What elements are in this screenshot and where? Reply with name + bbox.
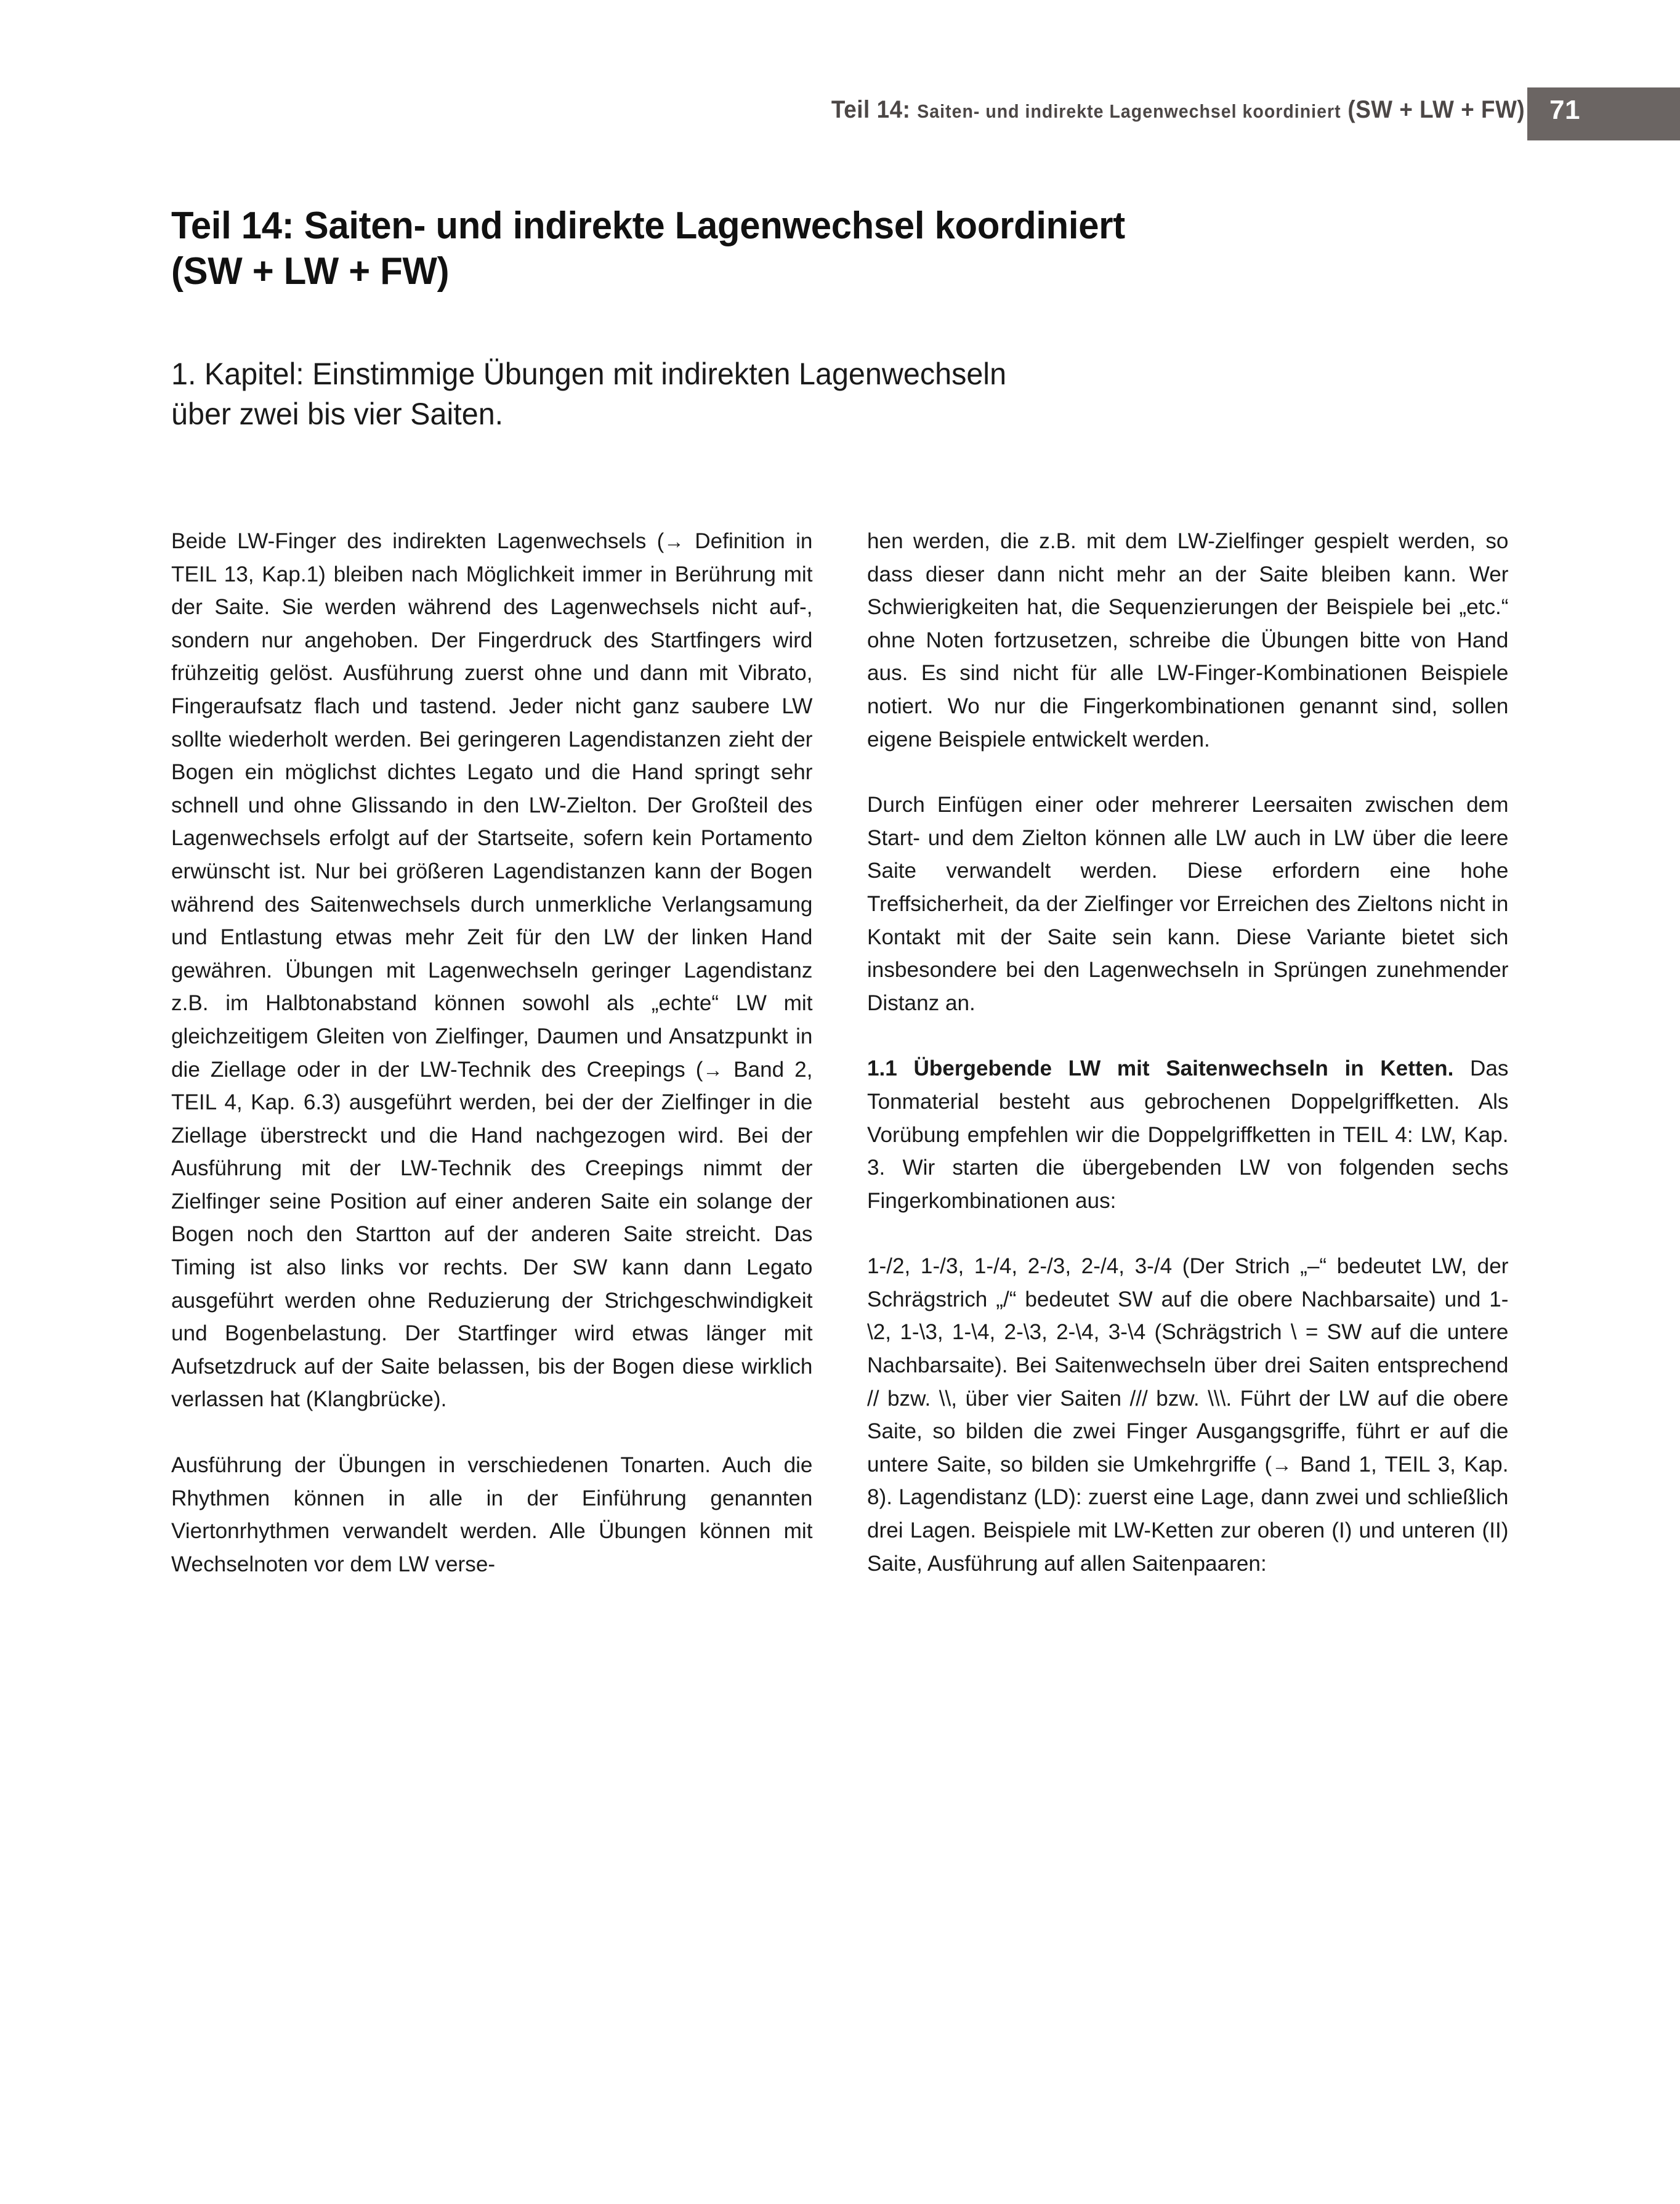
right-paragraph-4 xyxy=(867,1250,1508,1580)
page-subtitle xyxy=(171,354,1403,434)
right-paragraph-1: hen werden, die z.B. mit dem LW-Zielfinger gespielt werden, so dass dieser dann nicht mehr an der Saite bleiben kann. Wer Schwierigkeiten hat, die Sequenzierungen der Beispiele bei „etc.“ ohne Noten fortzusetzen, schreibe die Übungen bitte von Hand aus. Es sind nicht für alle LW-Finger-Kombinationen Beispiele notiert. Wo nur die Fingerkombinationen genannt sind, sollen eigene Beispiele entwickelt werden. xyxy=(867,529,1509,752)
left-p1-part1: Beide LW-Finger des indirekten Lagenwechsels ( xyxy=(171,529,664,553)
right-column xyxy=(867,525,1515,1581)
left-p1-part3: Band 2, TEIL 4, Kap. 6.3) ausgeführt werden, bei der der Zielfinger in die Ziellage überstreckt und die Hand nachgezogen wird. Bei der Ausführung mit der LW-Technik des Creepings nimmt der Zielfinger seine Position auf einer anderen Saite ein solange der Bogen noch den Startton auf der anderen Saite streicht. Das Timing ist also links vor rechts. Der SW kann dann Legato ausgeführt werden ohne Reduzierung der Strichgeschwindigkeit und Bogenbelastung. Der Startfinger wird etwas länger mit Aufsetzdruck auf der Saite belassen, bis der Bogen diese wirklich verlassen hat (Klangbrücke). xyxy=(171,1056,813,1412)
running-header-part3: (SW + LW + FW) xyxy=(1347,96,1525,123)
right-paragraph-3 xyxy=(867,1052,1508,1217)
running-header xyxy=(172,87,1680,144)
running-header-part1: Teil 14: xyxy=(831,96,911,123)
left-paragraph-1 xyxy=(171,525,812,1416)
title-line-1: Teil 14: Saiten- und indirekte Lagenwechsel koordiniert xyxy=(171,205,1125,247)
arrow-icon: → xyxy=(664,530,684,553)
section-heading-1-1: 1.1 Übergebende LW mit Saitenwechseln in Ketten. xyxy=(867,1056,1454,1081)
title-line-2: (SW + LW + FW) xyxy=(171,250,450,293)
left-paragraph-2: Ausführung der Übungen in verschiedenen Tonarten. Auch die Rhythmen können in alle in der Einführung genannten Viertonrhythmen verwandelt werden. Alle Übungen können mit Wechselnoten vor dem LW verse- xyxy=(171,1452,813,1576)
left-p1-part2: Definition in TEIL 13, Kap.1) bleiben nach Möglichkeit immer in Berührung mit der Saite. Sie werden während des Lagenwechsels nicht auf-, sondern nur angehoben. Der Fingerdruck des Startfingers wird frühzeitig gelöst. Ausführung zuerst ohne und dann mit Vibrato, Fingeraufsatz flach und tastend. Jeder nicht ganz saubere LW sollte wiederholt werden. Bei geringeren Lagendistanzen zieht der Bogen ein möglichst dichtes Legato und die Hand springt sehr schnell und ohne Glissando in den LW-Zielton. Der Großteil des Lagenwechsels erfolgt auf der Startseite, sofern kein Portamento erwünscht ist. Nur bei größeren Lagendistanzen kann der Bogen während des Saitenwechsels durch unmerkliche Verlangsamung und Entlastung etwas mehr Zeit für den LW der linken Hand gewähren. Übungen mit Lagenwechseln geringer Lagendistanz z.B. im Halbtonabstand können sowohl als „echte“ LW mit gleichzeitigem Gleiten von Zielfinger, Daumen und Ansatzpunkt in die Ziellage oder in der LW-Technik des Creepings ( xyxy=(171,529,813,1082)
right-paragraph-2: Durch Einfügen einer oder mehrerer Leersaiten zwischen dem Start- und dem Zielton können alle LW auch in LW über die leere Saite verwandelt werden. Diese erfordern eine hohe Treffsicherheit, da der Zielfinger vor Erreichen des Zieltons nicht in Kontakt mit der Saite sein kann. Diese Variante bietet sich insbesondere bei den Lagenwechseln in Sprüngen zunehmender Distanz an. xyxy=(867,792,1509,1015)
running-header-part2: Saiten- und indirekte Lagenwechsel koordiniert xyxy=(917,100,1341,122)
left-column xyxy=(171,525,819,1581)
body-columns xyxy=(171,525,1515,1581)
page-title xyxy=(171,203,1403,295)
page-number: 71 xyxy=(1549,95,1580,125)
arrow-icon: → xyxy=(1272,1452,1292,1476)
right-p3-body: Das Tonmaterial besteht aus gebrochenen Doppelgriffketten. Als Vorübung empfehlen wir die Doppelgriffketten in TEIL 4: LW, Kap. 3. Wir starten die übergebenden LW von folgenden sechs Fingerkombinationen aus: xyxy=(867,1056,1509,1213)
running-header-title xyxy=(831,96,1525,124)
subtitle-line-1: 1. Kapitel: Einstimmige Übungen mit indirekten Lagenwechseln xyxy=(171,357,1007,391)
subtitle-line-2: über zwei bis vier Saiten. xyxy=(171,397,504,431)
right-p4-part2: Band 1, TEIL 3, Kap. 8). Lagendistanz (LD): zuerst eine Lage, dann zwei und schließlich drei Lagen. Beispiele mit LW-Ketten zur oberen (I) und unteren (II) Saite, Ausführung auf allen Saitenpaaren: xyxy=(867,1451,1509,1576)
right-p4-part1: 1-/2, 1-/3, 1-/4, 2-/3, 2-/4, 3-/4 (Der Strich „–“ bedeutet LW, der Schrägstrich „/“ bedeutet SW auf die obere Nachbarsaite) und 1-\2, 1-\3, 1-\4, 2-\3, 2-\4, 3-\4 (Schrägstrich \ = SW auf die untere Nachbarsaite). Bei Saitenwechseln über drei Saiten entsprechend // bzw. \\, über vier Saiten /// bzw. \\\. Führt der LW auf die obere Saite, so bilden die zwei Finger Ausgangsgriffe, führt er auf die untere Saite, so bilden sie Umkehrgriffe ( xyxy=(867,1254,1509,1477)
arrow-icon: → xyxy=(703,1058,724,1081)
page-number-badge xyxy=(1527,87,1680,140)
